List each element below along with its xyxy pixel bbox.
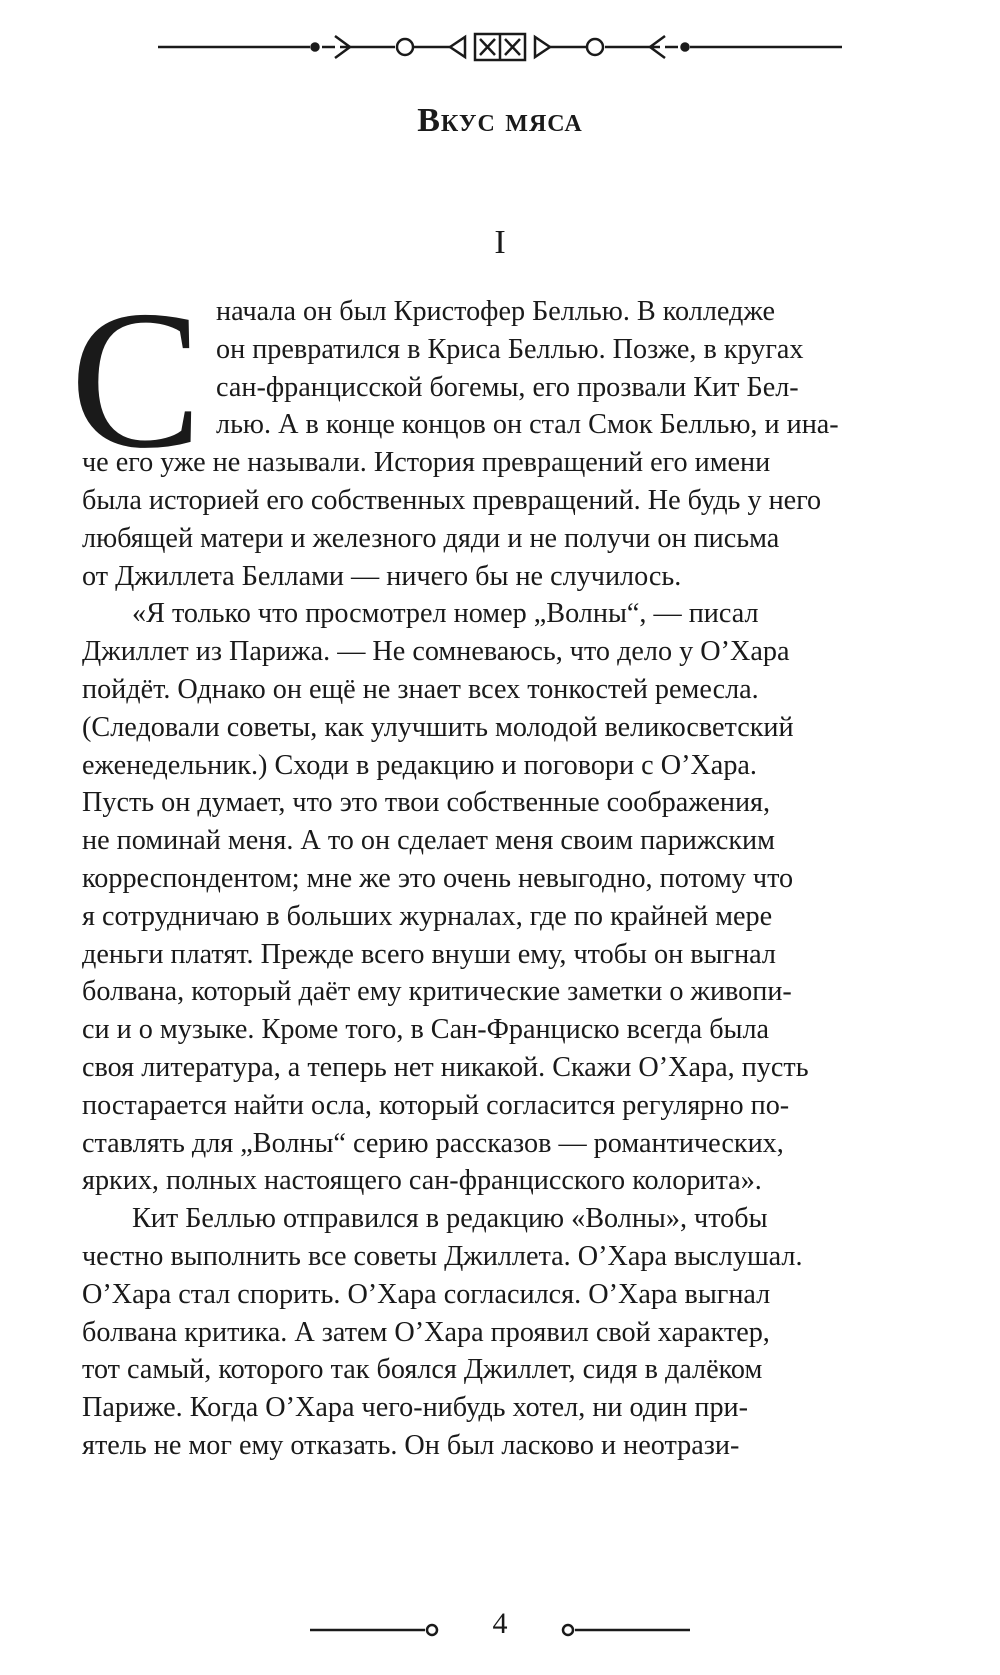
text-line: Джиллет из Парижа. — Не сомневаюсь, что дело у О’Хара xyxy=(82,636,790,668)
text-line: О’Хара стал спорить. О’Хара согласился. О’Хара выгнал xyxy=(82,1278,771,1310)
text-line: болвана критика. А затем О’Хара проявил свой характер, xyxy=(82,1316,770,1348)
section-number: I xyxy=(494,224,506,261)
text-line: болвана, который даёт ему критические заметки о живопи- xyxy=(82,976,792,1008)
text-line: деньги платят. Прежде всего внуши ему, чтобы он выгнал xyxy=(82,938,776,970)
text-line: ставлять для „Волны“ серию рассказов — романтических, xyxy=(82,1127,784,1159)
text-line: сан-францисской богемы, его прозвали Кит Бел- xyxy=(216,371,799,403)
chapter-title: Вкус мяса xyxy=(417,102,583,139)
text-line: корреспондентом; мне же это очень невыгодно, потому что xyxy=(82,862,794,894)
text-line: лью. А в конце концов он стал Смок Беллью, и ина- xyxy=(216,409,839,441)
text-line: постарается найти осла, который согласится регулярно по- xyxy=(82,1089,790,1121)
text-line: честно выполнить все советы Джиллета. О’Хара выслушал. xyxy=(82,1240,803,1272)
top-ornament xyxy=(150,22,850,72)
text-line: ятель не мог ему отказать. Он был ласково и неотрази- xyxy=(82,1429,740,1461)
text-line: тот самый, которого так боялся Джиллет, сидя в далёком xyxy=(82,1354,763,1386)
text-line: Париже. Когда О’Хара чего-нибудь хотел, ни один при- xyxy=(82,1392,749,1424)
text-line: «Я только что просмотрел номер „Волны“, — писал xyxy=(132,598,759,630)
text-line: ярких, полных настоящего сан-францисского колорита». xyxy=(82,1165,762,1197)
text-line: он превратился в Криса Беллью. Позже, в кругах xyxy=(216,333,804,365)
text-line: еженедельник.) Сходи в редакцию и поговори с О’Хара. xyxy=(82,749,757,781)
text-line: Кит Беллью отправился в редакцию «Волны», чтобы xyxy=(132,1203,768,1235)
text-line: (Следовали советы, как улучшить молодой великосветский xyxy=(82,711,794,743)
text-line: пойдёт. Однако он ещё не знает всех тонкостей ремесла. xyxy=(82,673,759,705)
text-line: Пусть он думает, что это твои собственные соображения, xyxy=(82,787,771,819)
text-line: любящей матери и железного дяди и не получи он письма xyxy=(82,522,780,554)
drop-cap: С xyxy=(70,270,203,489)
text-line: не поминай меня. А то он сделает меня своим парижским xyxy=(82,825,775,857)
text-line: начала он был Кристофер Беллью. В колледже xyxy=(216,296,775,327)
text-line: своя литература, а теперь нет никакой. Скажи О’Хара, пусть xyxy=(82,1051,809,1083)
text-line: я сотрудничаю в больших журналах, где по крайней мере xyxy=(82,900,773,932)
text-line: была историей его собственных превращений. Не будь у него xyxy=(82,484,822,516)
body-text xyxy=(82,293,926,1465)
text-line: че его уже не называли. История превращений его имени xyxy=(82,447,771,479)
page-number: 4 xyxy=(492,1607,508,1640)
text-line: си и о музыке. Кроме того, в Сан-Франциско всегда была xyxy=(82,1014,770,1046)
text-line: от Джиллета Беллами — ничего бы не случилось. xyxy=(82,560,682,592)
